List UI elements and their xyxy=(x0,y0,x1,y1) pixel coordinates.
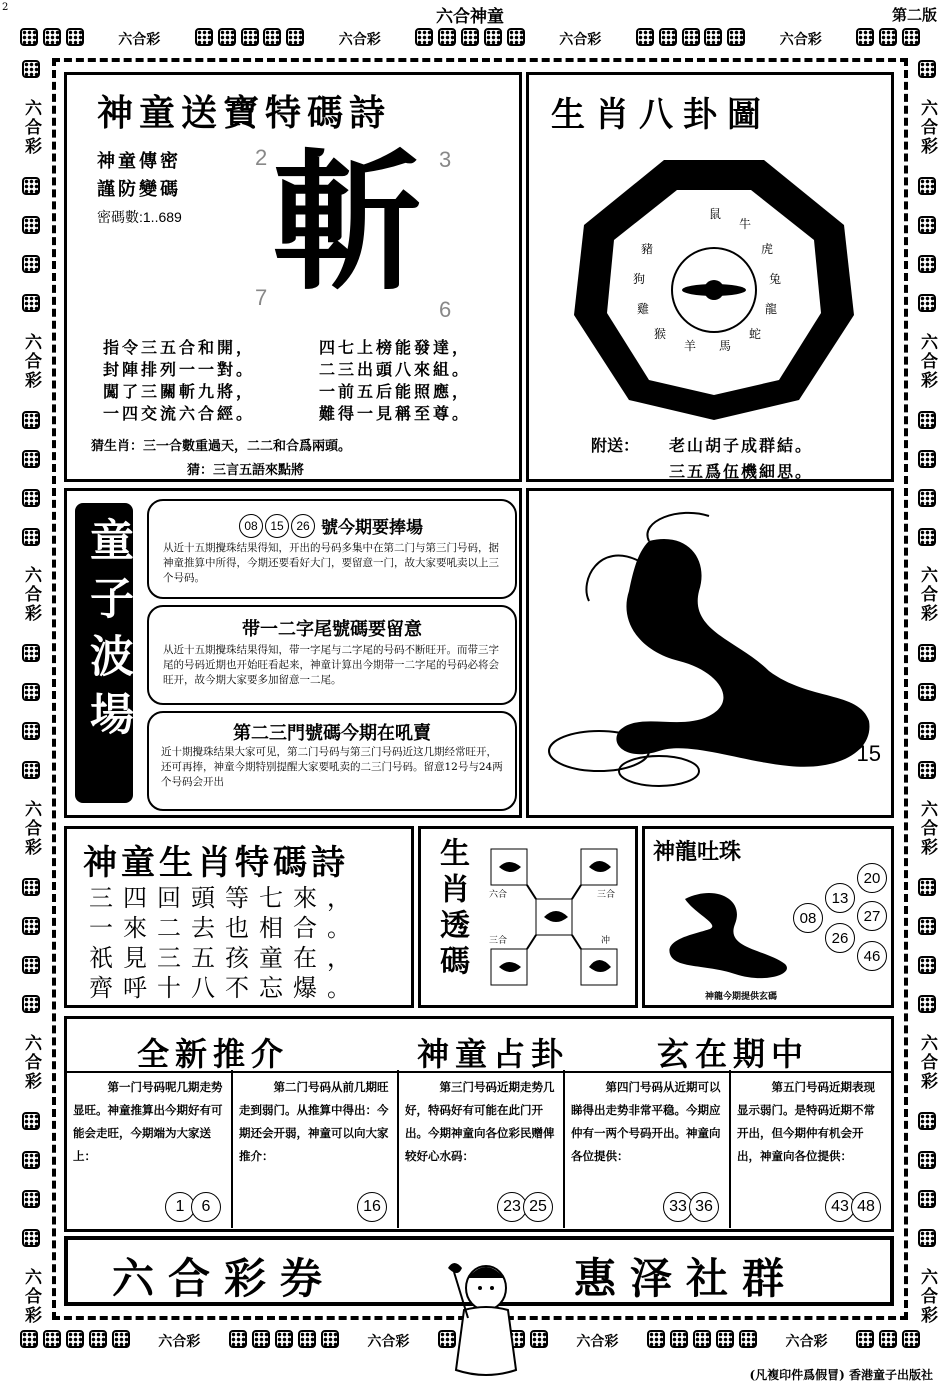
side-label: 六合彩 xyxy=(917,800,937,858)
dice-icon xyxy=(918,489,936,507)
relation-label: 三合 xyxy=(489,936,508,946)
gate-column-4 xyxy=(565,1070,731,1228)
number-ball: 1 xyxy=(165,1192,195,1222)
border-label: 六合彩 xyxy=(576,1334,619,1350)
dice-icon xyxy=(22,722,40,740)
border-label: 六合彩 xyxy=(338,32,381,48)
dice-icon xyxy=(22,956,40,974)
corner-number: 6 xyxy=(439,297,452,322)
zodiac-relation-diagram xyxy=(481,839,631,999)
zodiac-label: 虎 xyxy=(761,242,774,256)
pearl-number: 13 xyxy=(825,883,855,913)
left-border-strip xyxy=(20,60,42,1325)
dice-icon xyxy=(879,28,897,46)
relation-label: 冲 xyxy=(601,936,611,946)
dice-icon xyxy=(918,60,936,78)
dice-icon xyxy=(22,528,40,546)
dice-icon xyxy=(89,1330,107,1348)
dragon-whisker xyxy=(647,513,709,541)
secret-note-2: 謹防變碼 xyxy=(97,179,181,200)
gift-label: 附送： xyxy=(591,436,640,455)
gate-column-1 xyxy=(67,1070,233,1228)
dice-icon xyxy=(727,28,745,46)
dice-icon xyxy=(682,28,700,46)
dice-icon xyxy=(195,28,213,46)
dice-icon xyxy=(902,28,920,46)
border-label: 六合彩 xyxy=(785,1334,828,1350)
pearl-number: 08 xyxy=(793,903,823,933)
zodiac-guess-2: 猜：三言五語來點將 xyxy=(187,463,305,478)
page-title: 六合神童 xyxy=(436,7,504,27)
dice-icon xyxy=(918,294,936,312)
gift-line-2: 三五爲伍機細思。 xyxy=(669,462,814,481)
zodiac-reveal-title: 生肖透碼 xyxy=(434,837,469,981)
poem-line: 指令三五合和開， xyxy=(103,338,256,357)
dice-icon xyxy=(22,878,40,896)
dice-icon xyxy=(918,1151,936,1169)
right-border-strip xyxy=(916,60,938,1325)
dice-icon xyxy=(918,917,936,935)
dice-icon xyxy=(218,28,236,46)
divination-heading-1: 全新推介 xyxy=(137,1035,290,1073)
relation-line xyxy=(572,885,581,899)
dice-icon xyxy=(22,683,40,701)
dice-icon xyxy=(22,1151,40,1169)
poem-line: 封陣排列一一對。 xyxy=(103,360,256,379)
poem-line: 闖了三關斬九將， xyxy=(103,382,256,401)
dice-icon xyxy=(229,1330,247,1348)
dice-icon xyxy=(22,450,40,468)
dice-icon xyxy=(507,28,525,46)
border-label: 六合彩 xyxy=(779,32,822,48)
zodiac-label: 鼠 xyxy=(709,207,722,221)
child-mascot-icon xyxy=(428,1258,528,1388)
dice-icon xyxy=(275,1330,293,1348)
pearl-number: 27 xyxy=(857,901,887,931)
dice-icon xyxy=(659,28,677,46)
side-label: 六合彩 xyxy=(21,332,41,390)
dice-icon xyxy=(670,1330,688,1348)
dice-icon xyxy=(918,722,936,740)
gate-numbers-title: 第二三門號碼今期在吼賣 xyxy=(233,723,431,744)
dice-icon xyxy=(636,28,654,46)
gate-column-numbers xyxy=(169,1192,221,1222)
gate-column-numbers xyxy=(667,1192,719,1222)
side-label: 六合彩 xyxy=(21,98,41,156)
dice-icon xyxy=(918,450,936,468)
border-label: 六合彩 xyxy=(118,32,161,48)
special-code-poem-panel xyxy=(64,72,522,482)
dice-icon xyxy=(415,28,433,46)
dice-icon xyxy=(112,1330,130,1348)
big-character: 斬 xyxy=(272,135,423,311)
side-label: 六合彩 xyxy=(21,1034,41,1092)
dice-icon xyxy=(461,28,479,46)
dice-icon xyxy=(918,1190,936,1208)
relation-line xyxy=(527,885,536,899)
dice-icon xyxy=(902,1330,920,1348)
hot-numbers-title: 號今期要捧場 xyxy=(321,518,423,538)
gift-line-1: 老山胡子成群結。 xyxy=(669,436,814,455)
gate-column-text: 第二门号码从前几期旺走到弱门。从推算中得出：今期还会开弱，神童可以向大家推介： xyxy=(239,1080,389,1163)
tail-numbers-text: 从近十五期攪珠结果得知，带一字尾与二字尾的号码不断旺开。而带三字尾的号码近期也开始旺看起来，神童计算出今期带一二字尾的号码必将会旺开，故今期大家要多加留意一二尾。 xyxy=(163,644,499,686)
poem-line: 四七上榜能發達， xyxy=(319,338,472,357)
dice-icon xyxy=(263,28,281,46)
secret-code: 密碼數:1..689 xyxy=(97,209,182,225)
dragon-image-panel xyxy=(526,488,894,818)
side-label: 六合彩 xyxy=(917,566,937,624)
side-label: 六合彩 xyxy=(21,800,41,858)
border-label: 六合彩 xyxy=(559,32,602,48)
dice-icon xyxy=(918,644,936,662)
number-ball: 23 xyxy=(497,1192,527,1222)
dice-icon xyxy=(241,28,259,46)
poem-line: 齊呼十八不忘爆。 xyxy=(89,974,361,1002)
zodiac-label: 羊 xyxy=(684,339,697,353)
dice-icon xyxy=(438,28,456,46)
zodiac-label: 牛 xyxy=(739,217,752,231)
dice-icon xyxy=(252,1330,270,1348)
relation-line xyxy=(572,935,581,949)
dice-icon xyxy=(856,28,874,46)
divination-heading-2: 神童占卦 xyxy=(417,1035,570,1073)
zodiac-bagua-panel xyxy=(526,72,894,482)
tail-numbers-title: 带一二字尾號碼要留意 xyxy=(242,619,422,640)
dice-icon xyxy=(22,216,40,234)
dice-icon xyxy=(298,1330,316,1348)
dice-icon xyxy=(22,1190,40,1208)
pearl-number: 26 xyxy=(825,923,855,953)
dragon-body xyxy=(616,539,869,767)
gate-column-text: 第四门号码从近期可以睇得出走势非常平稳。今期应仲有一两个号码开出。神童向各位提供： xyxy=(571,1080,721,1163)
dice-icon xyxy=(22,255,40,273)
wave-side-bar xyxy=(75,503,133,803)
corner-number: 3 xyxy=(439,147,452,172)
bagua-diagram xyxy=(569,155,859,425)
zodiac-reveal-panel xyxy=(418,826,638,1008)
bagua-title: 生肖八卦圖 xyxy=(551,95,771,135)
number-ball: 33 xyxy=(663,1192,693,1222)
border-label: 六合彩 xyxy=(158,1334,201,1350)
gate-numbers-text: 近十期攪珠结果大家可见，第二门号码与第三门号码近这几期经常旺开，还可再捧，神童今期特别提醒大家要吼卖的二三门号码。留意12号与24两个号码会开出 xyxy=(161,746,503,788)
dice-icon xyxy=(704,28,722,46)
dice-icon xyxy=(918,255,936,273)
side-label: 六合彩 xyxy=(917,98,937,156)
dice-icon xyxy=(879,1330,897,1348)
zodiac-guess-1: 猜生肖：三一合數重過天，二二和合爲兩頭。 xyxy=(91,439,352,454)
zodiac-label: 馬 xyxy=(719,339,732,353)
gate-column-2 xyxy=(233,1070,399,1228)
gate-column-3 xyxy=(399,1070,565,1228)
dice-icon xyxy=(693,1330,711,1348)
tail-numbers-bubble xyxy=(147,605,517,705)
pearl-number: 20 xyxy=(857,863,887,893)
dice-icon xyxy=(321,1330,339,1348)
dice-icon xyxy=(286,28,304,46)
relation-label: 六合 xyxy=(489,890,508,900)
number-ball: 15 xyxy=(265,514,289,538)
hot-numbers-text: 从近十五期攪珠结果得知，开出的号码多集中在第二门与第三门号码，据神童推算中所得，今期还要看好大门，要留意一门，故大家要吼卖以上三个号码。 xyxy=(163,542,499,584)
number-ball: 16 xyxy=(357,1192,387,1222)
poem-right-column xyxy=(319,337,471,425)
dice-icon xyxy=(66,1330,84,1348)
dice-icon xyxy=(22,1112,40,1130)
dice-icon xyxy=(918,1229,936,1247)
cloud-swirl xyxy=(619,756,699,786)
number-ball: 26 xyxy=(291,514,315,538)
dice-icon xyxy=(484,28,502,46)
dice-icon xyxy=(716,1330,734,1348)
dice-icon xyxy=(66,28,84,46)
dice-icon xyxy=(22,60,40,78)
number-ball: 36 xyxy=(689,1192,719,1222)
hot-numbers-row xyxy=(239,513,423,538)
zodiac-label: 猴 xyxy=(654,327,667,341)
divination-heading-3: 玄在期中 xyxy=(657,1035,810,1073)
corner-number: 2 xyxy=(255,145,268,170)
pearl-number: 46 xyxy=(857,941,887,971)
side-label: 六合彩 xyxy=(917,1267,937,1325)
dice-icon xyxy=(22,761,40,779)
hot-numbers-bubble xyxy=(147,499,517,599)
dice-icon xyxy=(43,28,61,46)
poem-line: 一來二去也相合。 xyxy=(89,914,361,942)
gate-column-numbers xyxy=(829,1192,881,1222)
zodiac-label: 豬 xyxy=(641,242,654,256)
number-ball: 43 xyxy=(825,1192,855,1222)
number-ball: 6 xyxy=(191,1192,221,1222)
wave-panel xyxy=(64,488,522,818)
zodiac-poem-lines xyxy=(89,883,361,1003)
poem-left-column xyxy=(103,337,255,425)
dice-icon xyxy=(918,1112,936,1130)
dice-icon xyxy=(918,761,936,779)
corner-number: 7 xyxy=(255,285,268,310)
dice-icon xyxy=(918,878,936,896)
dice-icon xyxy=(918,216,936,234)
dragon-number: 15 xyxy=(856,741,881,766)
dice-icon xyxy=(22,995,40,1013)
side-label: 六合彩 xyxy=(21,1267,41,1325)
zodiac-label: 蛇 xyxy=(749,327,762,341)
dice-icon xyxy=(918,956,936,974)
poem-panel-title: 神童送寶特碼詩 xyxy=(97,92,392,134)
zodiac-code-poem-panel xyxy=(64,826,414,1008)
edition-label: 第二版 xyxy=(891,6,937,24)
zodiac-label: 雞 xyxy=(637,302,650,316)
dice-icon xyxy=(20,1330,38,1348)
number-ball: 48 xyxy=(851,1192,881,1222)
side-label: 六合彩 xyxy=(21,566,41,624)
number-ball: 08 xyxy=(239,514,263,538)
dragon-illustration xyxy=(539,501,879,801)
zodiac-poem-title: 神童生肖特碼詩 xyxy=(83,843,349,883)
dragon-pearl-panel xyxy=(642,826,894,1008)
gate-column-numbers xyxy=(361,1192,387,1222)
poem-line: 三四回頭等七來， xyxy=(89,884,361,912)
dice-icon xyxy=(22,294,40,312)
border-label: 六合彩 xyxy=(367,1334,410,1350)
page-mark: 2 xyxy=(2,2,9,13)
dice-icon xyxy=(647,1330,665,1348)
dice-icon xyxy=(43,1330,61,1348)
dice-icon xyxy=(918,683,936,701)
side-label: 六合彩 xyxy=(917,1034,937,1092)
dice-icon xyxy=(22,917,40,935)
dice-icon xyxy=(739,1330,757,1348)
gate-column-numbers xyxy=(501,1192,553,1222)
gate-column-5 xyxy=(731,1070,891,1228)
relation-line xyxy=(527,935,536,949)
poem-line: 祇見三五孩童在， xyxy=(89,944,361,972)
wave-side-label: 童子波場 xyxy=(82,517,133,749)
bagua-center-dot xyxy=(704,280,724,300)
relation-label: 三合 xyxy=(597,890,616,900)
copyright-footer: (凡複印件爲假冒) 香港童子出版社 xyxy=(749,1368,933,1382)
poem-line: 一前五后能照應， xyxy=(319,382,472,401)
pearl-caption: 神龍今期提供玄碼 xyxy=(705,992,778,1002)
banner-left-text: 六合彩券 xyxy=(112,1254,337,1303)
gate-column-text: 第三门号码近期走势几好，特码好有可能在此门开出。今期神童向各位彩民赠俾较好心水码： xyxy=(405,1080,555,1163)
dice-icon xyxy=(856,1330,874,1348)
gate-column-text: 第五门号码近期表现显示弱门。是特码近期不常开出，但今期仲有机会开出，神童向各位提供： xyxy=(737,1080,875,1163)
dice-icon xyxy=(918,995,936,1013)
gate-numbers-bubble xyxy=(147,711,517,811)
top-border-strip xyxy=(20,28,920,50)
dice-icon xyxy=(918,411,936,429)
gate-column-text: 第一门号码呢几期走势显旺。神童推算出今期好有可能会走旺，今期端为大家送上： xyxy=(73,1080,223,1163)
poem-line: 二三出頭八來組。 xyxy=(319,360,472,379)
secret-note-1: 神童傳密 xyxy=(97,151,181,172)
dice-icon xyxy=(918,528,936,546)
pearl-dragon-body xyxy=(669,893,787,978)
dragon-pearl-title: 神龍吐珠 xyxy=(653,839,742,865)
pearl-dragon-illustration xyxy=(655,879,805,989)
dice-icon xyxy=(20,28,38,46)
dice-icon xyxy=(918,177,936,195)
banner-right-text: 惠泽社群 xyxy=(574,1254,799,1303)
dice-icon xyxy=(22,644,40,662)
zodiac-label: 狗 xyxy=(633,272,646,286)
zodiac-label: 龍 xyxy=(765,302,778,316)
side-label: 六合彩 xyxy=(917,332,937,390)
zodiac-label: 兔 xyxy=(769,272,782,286)
poem-line: 一四交流六合經。 xyxy=(103,404,256,423)
number-ball: 25 xyxy=(523,1192,553,1222)
dice-icon xyxy=(530,1330,548,1348)
dice-icon xyxy=(22,177,40,195)
dice-icon xyxy=(22,411,40,429)
dice-icon xyxy=(22,1229,40,1247)
poem-line: 難得一見稱至尊。 xyxy=(319,404,472,423)
dice-icon xyxy=(22,489,40,507)
